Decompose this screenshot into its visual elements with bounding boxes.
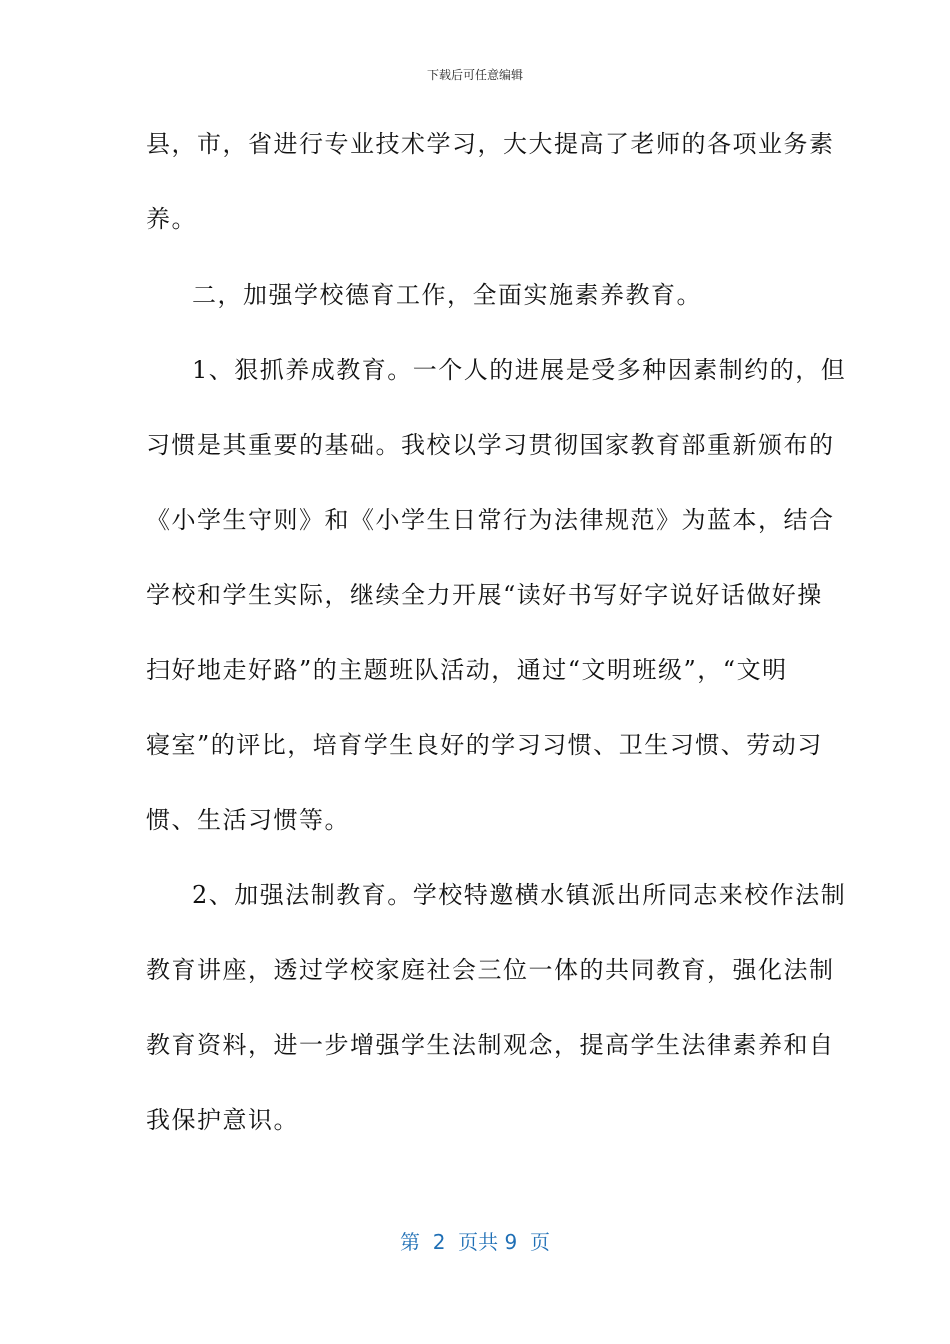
header-note: 下载后可任意编辑 — [426, 68, 523, 82]
body-line: 扫好地走好路”的主题班队活动，通过“文明班级”，“文明 — [146, 656, 788, 684]
body-line: 学校和学生实际，继续全力开展“读好书写好字说好话做好操 — [146, 581, 823, 609]
body-line: 惯、生活习惯等。 — [146, 806, 350, 834]
body-line: 养。 — [146, 205, 197, 233]
body-line: 教育讲座，透过学校家庭社会三位一体的共同教育，强化法制 — [146, 956, 835, 984]
body-line: 我保护意识。 — [146, 1106, 299, 1134]
body-line: 县，市，省进行专业技术学习，大大提高了老师的各项业务素 — [146, 130, 835, 158]
body-line: 习惯是其重要的基础。我校以学习贯彻国家教育部重新颁布的 — [146, 431, 835, 459]
body-line: 寝室”的评比，培育学生良好的学习习惯、卫生习惯、劳动习 — [146, 731, 823, 759]
paragraph-start: 1、狠抓养成教育。一个人的进展是受多种因素制约的，但 — [192, 356, 847, 384]
body-line: 教育资料，进一步增强学生法制观念，提高学生法律素养和自 — [146, 1031, 835, 1059]
section-heading: 二，加强学校德育工作，全面实施素养教育。 — [192, 281, 702, 309]
page-number: 第 2 页共 9 页 — [400, 1230, 550, 1254]
paragraph-start: 2、加强法制教育。学校特邀横水镇派出所同志来校作法制 — [192, 881, 847, 909]
body-line: 《小学生守则》和《小学生日常行为法律规范》为蓝本，结合 — [146, 506, 835, 534]
